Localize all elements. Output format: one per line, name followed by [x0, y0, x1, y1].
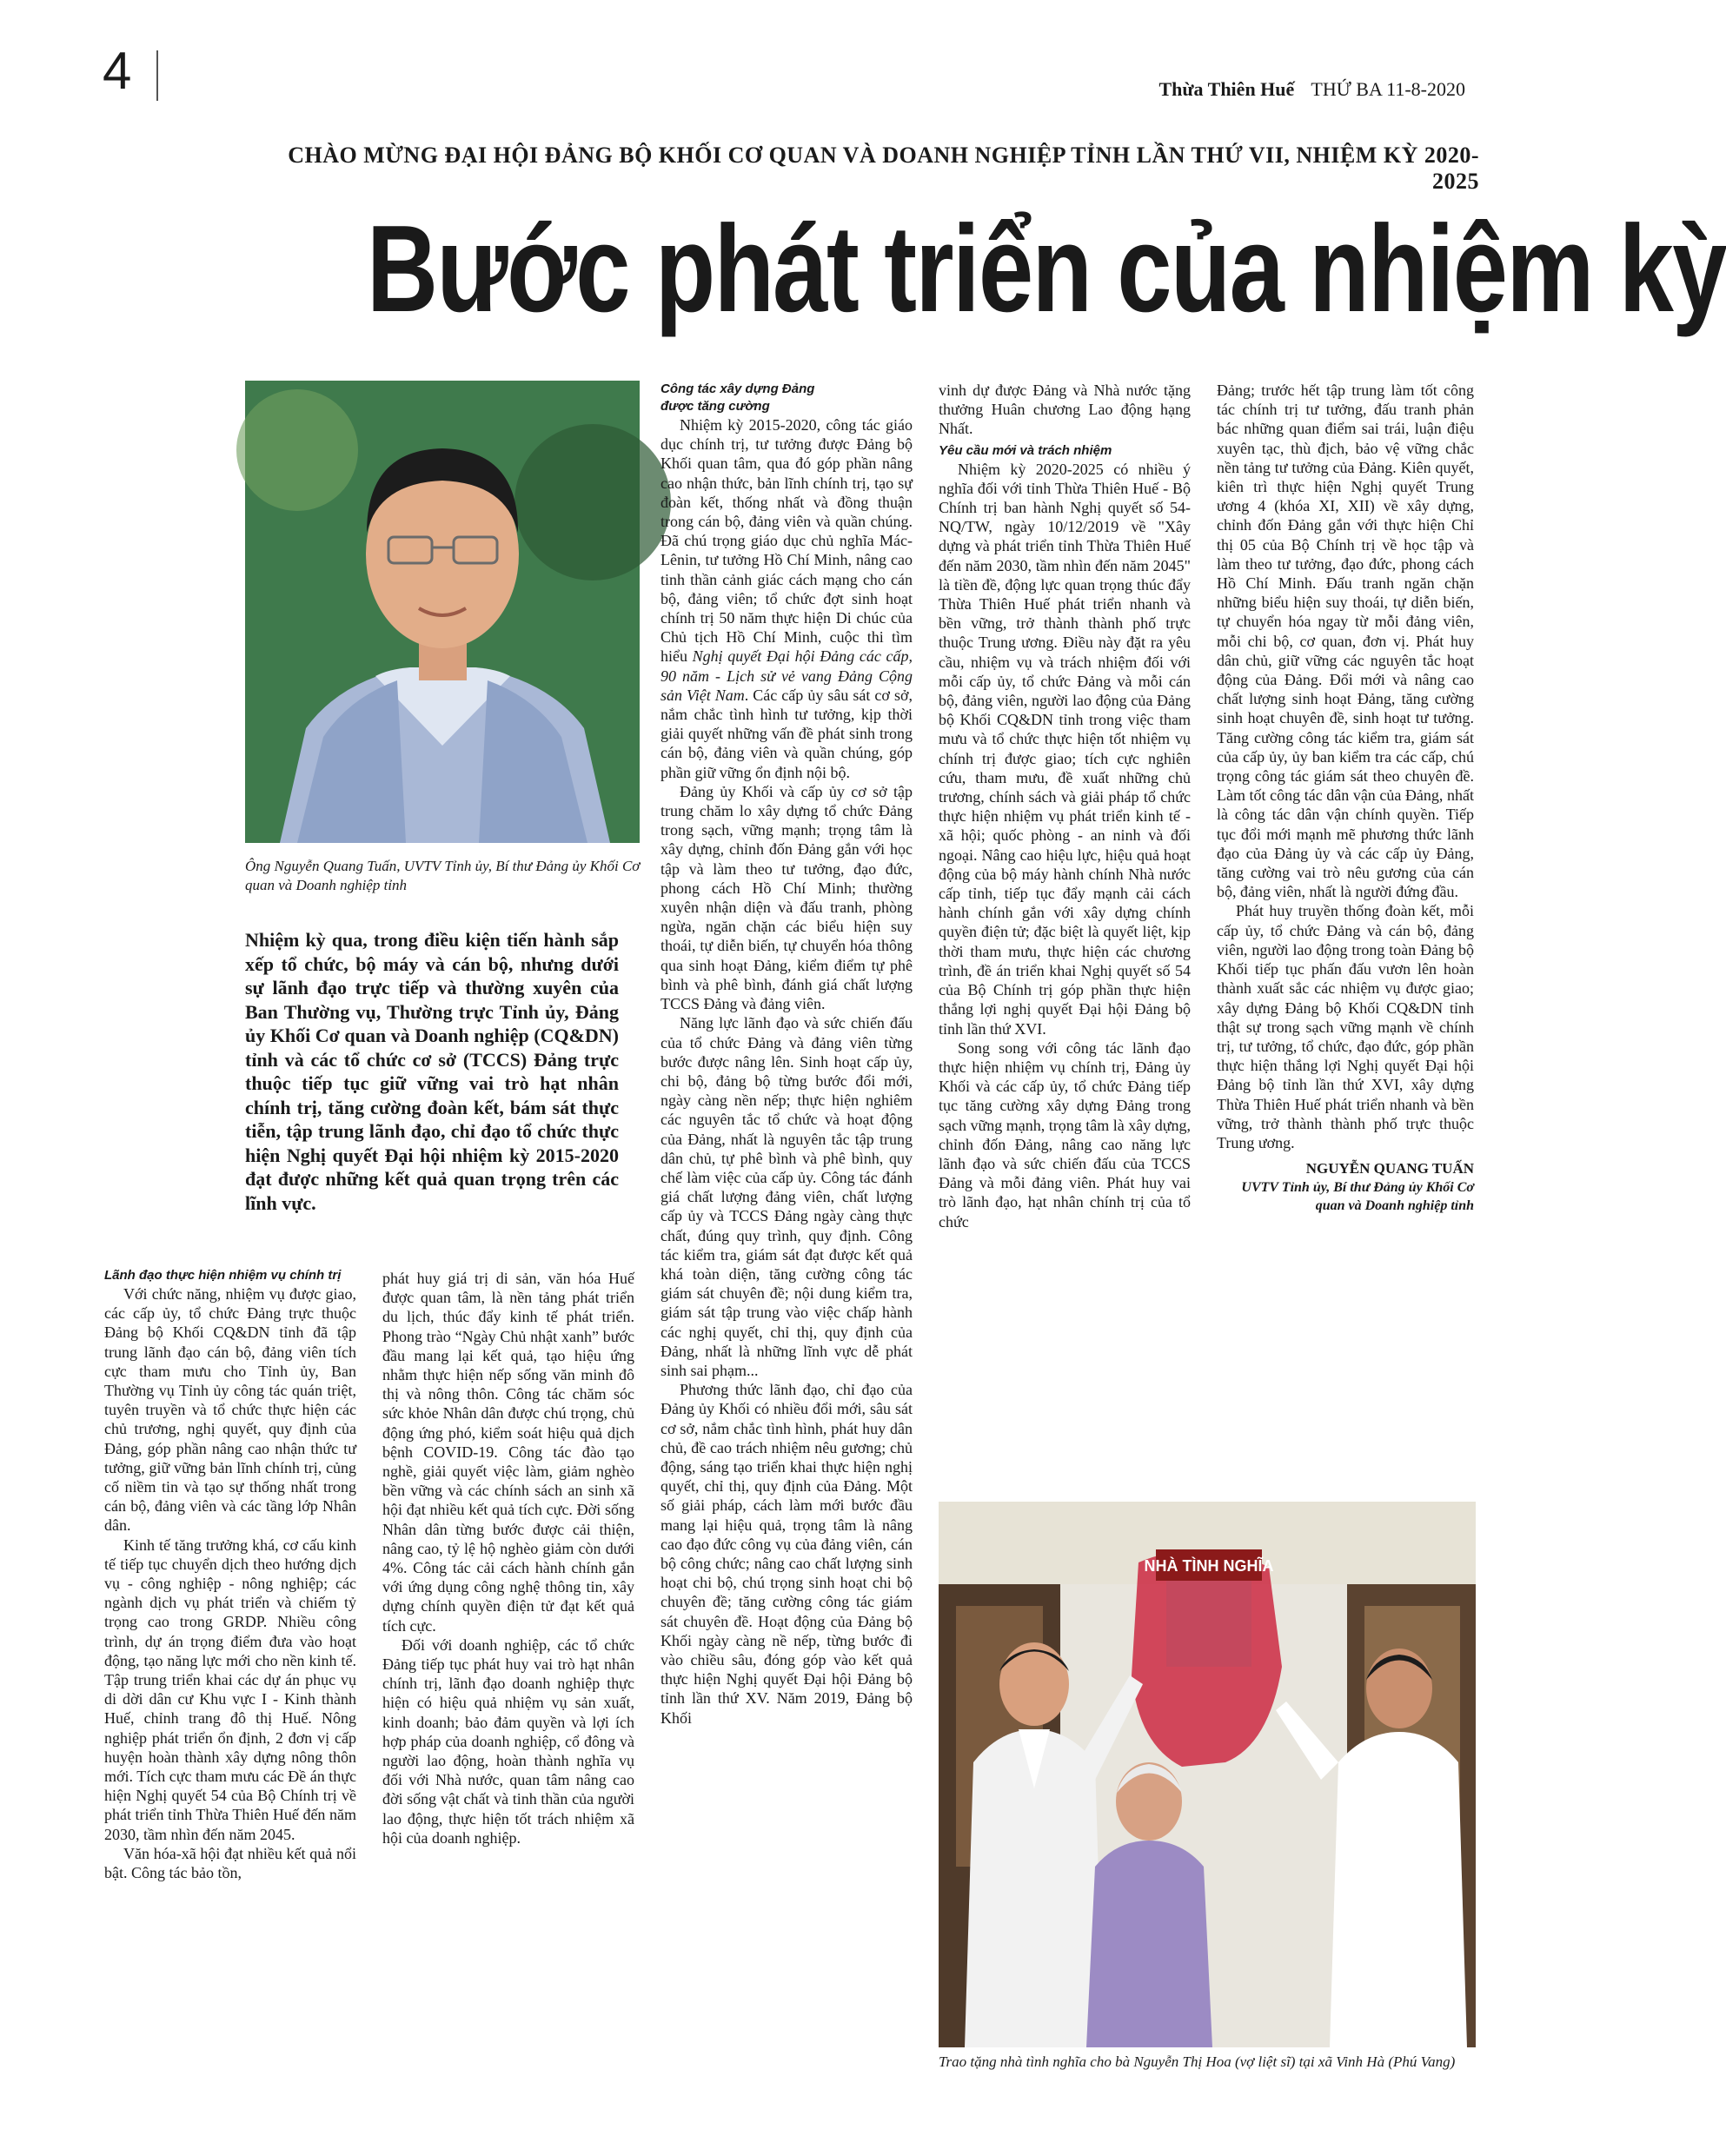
paragraph: Năng lực lãnh đạo và sức chiến đấu của tổ chức Đảng và đảng viên từng bước được nâng lên. Sinh hoạt cấp ủy, chi bộ, đảng bộ từng bước đổi mới, ngày càng nền nếp; thực hiện nghiêm các nguyên tắc tổ chức và hoạt động của Đảng, nhất là nguyên tắc tập trung dân chủ, tự phê bình và phê bình, quy chế làm việc của cấp ủy. Công tác đánh giá chất lượng đảng viên, chất lượng cấp ủy và TCCS Đảng ngày càng thực chất, đúng quy trình, quy định. Công tác kiểm tra, giám sát đạt được kết quả khá toàn diện, tăng cường công tác giám sát chuyên đề; nội dung kiểm tra, giám sát tập trung vào việc chấp hành các nghị quyết, chỉ thị, quy định của Đảng, nhất là những lĩnh vực dễ phát sinh sai phạm...: [661, 1014, 913, 1379]
paragraph: Phát huy truyền thống đoàn kết, mỗi cấp ủy, tổ chức Đảng và cán bộ, đảng viên, người lao động trong toàn Đảng bộ Khối tiếp tục phấn đấu vươn lên hoàn thành xuất sắc các nhiệm vụ được giao; xây dựng Đảng bộ Khối CQ&DN tỉnh thật sự trong sạch vững mạnh về chính trị, tư tưởng, tổ chức, đạo đức, góp phần thực hiện thắng lợi Nghị quyết Đại hội Đảng bộ tỉnh lần thứ XVI, xây dựng Thừa Thiên Huế phát triển nhanh và bền vững, trở thành thành phố trực thuộc Trung ương.: [1217, 902, 1474, 1151]
ceremony-photo: [939, 1502, 1476, 2047]
column-4: [939, 381, 1191, 1231]
paragraph: Với chức năng, nhiệm vụ được giao, các cấp ủy, tổ chức Đảng trực thuộc Đảng bộ Khối CQ&DN tỉnh đã tập trung lãnh đạo cán bộ, đảng viên tích cực tham mưu cho Tỉnh ủy, Ban Thường vụ Tỉnh ủy công tác quán triệt, tuyên truyền và tổ chức thực hiện các chủ trương, nghị quyết, quy định của Đảng, góp phần nâng cao nhận thức tư tưởng, giữ vững bản lĩnh chính trị, củng cố niềm tin và tạo sự thống nhất trong cán bộ, đảng viên và các tầng lớp Nhân dân.: [104, 1285, 356, 1535]
column-3: [661, 381, 913, 1728]
subhead-political-tasks: Lãnh đạo thực hiện nhiệm vụ chính trị: [104, 1268, 342, 1283]
italic-title: Nghị quyết Đại hội Đảng các cấp, 90 năm - Lịch sử vẻ vang Đảng Cộng sản Việt Nam: [661, 647, 913, 704]
byline-role: UVTV Tỉnh ủy, Bí thư Đảng ủy Khối Cơ quan và Doanh nghiệp tỉnh: [1241, 1180, 1474, 1214]
paragraph: Đối với doanh nghiệp, các tổ chức Đảng tiếp tục phát huy vai trò hạt nhân chính trị, lãnh đạo doanh nghiệp thực hiện có hiệu quả nhiệm vụ sản xuất, kinh doanh; bảo đảm quyền và lợi ích hợp pháp của doanh nghiệp, cổ đông và người lao động, hoàn thành nghĩa vụ đối với Nhà nước, quan tâm nâng cao đời sống vật chất và tinh thần của người lao động, thực hiện tốt trách nhiệm xã hội của doanh nghiệp.: [382, 1635, 634, 1847]
paragraph: Đảng; trước hết tập trung làm tốt công tác chính trị tư tưởng, đấu tranh phản bác những quan điểm sai trái, luận điệu xuyên tạc, thù địch, bảo vệ vững chắc nền tảng tư tưởng của Đảng. Kiên quyết, kiên trì thực hiện Nghị quyết Trung ương 4 (khóa XI, XII) về xây dựng, chỉnh đốn Đảng gắn với thực hiện Chỉ thị 05 của Bộ Chính trị về học tập và làm theo tư tưởng, đạo đức, phong cách Hồ Chí Minh. Đấu tranh ngăn chặn những biểu hiện suy thoái, tự diễn biến, tự chuyển hóa ngay từ mỗi đảng viên, mỗi chi bộ, cơ quan, đơn vị. Phát huy dân chủ, giữ vững các nguyên tắc hoạt động của Đảng. Đổi mới và nâng cao chất lượng sinh hoạt Đảng, tăng cường sinh hoạt chuyên đề, sinh hoạt tư tưởng. Tăng cường công tác kiểm tra, giám sát của cấp ủy, ủy ban kiểm tra các cấp, chú trọng công tác giám sát theo chuyên đề. Làm tốt công tác dân vận của Đảng, nhất là công tác dân vận chính quyền. Tiếp tục đổi mới mạnh mẽ phương thức lãnh đạo của Đảng ủy và các cấp ủy Đảng, tăng cường vai trò nêu gương của cán bộ, đảng viên, nhất là người đứng đầu.: [1217, 381, 1474, 901]
paragraph: phát huy giá trị di sản, văn hóa Huế được quan tâm, là nền tảng phát triển du lịch, thúc đẩy kinh tế phát triển. Phong trào “Ngày Chủ nhật xanh” bước đầu mang lại kết quả, tạo hiệu ứng nhằm thực hiện nếp sống văn minh đô thị và nông thôn. Công tác chăm sóc sức khỏe Nhân dân được chú trọng, chủ động ứng phó, kiểm soát hiệu quả dịch bệnh COVID-19. Công tác đào tạo nghề, giải quyết việc làm, giảm nghèo bền vững và các chính sách an sinh xã hội đạt nhiều kết quả tích cực. Đời sống Nhân dân từng bước được cải thiện, nâng cao, tỷ lệ hộ nghèo giảm còn dưới 4%. Công tác cải cách hành chính gắn với ứng dụng công nghệ thông tin, xây dựng chính quyền điện tử đạt kết quả tích cực.: [382, 1270, 634, 1635]
column-2: [382, 1269, 634, 1848]
paragraph: Kinh tế tăng trưởng khá, cơ cấu kinh tế tiếp tục chuyển dịch theo hướng dịch vụ - công nghiệp - nông nghiệp; các ngành dịch vụ phát triển và chiếm tỷ trọng cao trong GRDP. Nhiều công trình, dự án trọng điểm đưa vào hoạt động, tạo năng lực mới cho nền kinh tế. Tập trung triển khai các dự án phục vụ di dời dân cư Khu vực I - Kinh thành Huế, chỉnh trang đô thị Huế. Nông nghiệp phát triển ổn định, 2 đơn vị cấp huyện hoàn thành xây dựng nông thôn mới. Tích cực tham mưu các Đề án thực hiện Nghị quyết 54 của Bộ Chính trị về phát triển tỉnh Thừa Thiên Huế đến năm 2030, tầm nhìn đến năm 2045.: [104, 1536, 356, 1843]
paragraph: Song song với công tác lãnh đạo thực hiện nhiệm vụ chính trị, Đảng ủy Khối và các cấp ủy, tổ chức Đảng tiếp tục tăng cường xây dựng Đảng trong sạch vững mạnh, trọng tâm là xây dựng, chỉnh đốn Đảng, nâng cao năng lực lãnh đạo và sức chiến đấu của TCCS Đảng và mỗi đảng viên. Phát huy vai trò lãnh đạo, hạt nhân chính trị của tổ chức: [939, 1038, 1191, 1231]
subhead-line: được tăng cường: [661, 399, 770, 414]
paragraph: Phương thức lãnh đạo, chỉ đạo của Đảng ủy Khối có nhiều đổi mới, sâu sát cơ sở, nắm chắc tình hình, phát huy dân chủ, đề cao trách nhiệm nêu gương; chủ động, sáng tạo triển khai thực hiện nghị quyết, chỉ thị, quy định của Đảng. Một số giải pháp, cách làm mới bước đầu mang lại hiệu quả, trọng tâm là nâng cao đạo đức công vụ của đảng viên, cán bộ công chức; nâng cao chất lượng sinh hoạt chi bộ, chú trọng sinh hoạt chi bộ chuyên đề; tăng cường công tác giám sát chuyên đề. Hoạt động của Đảng bộ Khối ngày càng nề nếp, từng bước đi vào chiều sâu, đóng góp vào kết quả thực hiện Nghị quyết Đại hội Đảng bộ tỉnh lần thứ XV. Năm 2019, Đảng bộ Khối: [661, 1381, 913, 1727]
paper-name: Thừa Thiên Huế: [1158, 78, 1295, 100]
subhead-line: Công tác xây dựng Đảng: [661, 381, 815, 396]
paragraph: vinh dự được Đảng và Nhà nước tặng thưởng Huân chương Lao động hạng Nhất.: [939, 381, 1191, 438]
header-divider: [156, 50, 158, 101]
portrait-photo: [245, 381, 640, 843]
paragraph: Đảng ủy Khối và cấp ủy cơ sở tập trung chăm lo xây dựng tổ chức Đảng trong sạch, vững mạnh; trọng tâm là xây dựng, chỉnh đốn Đảng gắn với học tập và làm theo tư tưởng, đạo đức, phong cách Hồ Chí Minh; thường xuyên nhận diện và đấu tranh, phòng ngừa, ngăn chặn các biểu hiện suy thoái, tự diễn biến, tự chuyển hóa thông qua sinh hoạt Đảng, kiểm điểm tự phê bình và phê bình, đánh giá chất lượng TCCS Đảng và đảng viên.: [661, 782, 913, 1013]
portrait-caption: Ông Nguyễn Quang Tuấn, UVTV Tỉnh ủy, Bí thư Đảng ủy Khối Cơ quan và Doanh nghiệp tỉnh: [245, 858, 641, 893]
plaque-title: NHÀ TÌNH NGHĨA: [1144, 1557, 1274, 1575]
paragraph: Văn hóa-xã hội đạt nhiều kết quả nổi bật. Công tác bảo tồn,: [104, 1844, 356, 1882]
lede: Nhiệm kỳ qua, trong điều kiện tiến hành sắp xếp tổ chức, bộ máy và cán bộ, nhưng dưới sự lãnh đạo trực tiếp và thường xuyên của Ban Thường vụ, Thường trực Tỉnh ủy, Đảng ủy Khối Cơ quan và Doanh nghiệp (CQ&DN) tỉnh và các tổ chức cơ sở (TCCS) Đảng trực thuộc tiếp tục giữ vững vai trò hạt nhân chính trị, tăng cường đoàn kết, bám sát thực tiễn, tập trung lãnh đạo, chỉ đạo tổ chức thực hiện Nghị quyết Đại hội nhiệm kỳ 2015-2020 đạt được những kết quả quan trọng trên các lĩnh vực.: [245, 929, 619, 1214]
paragraph: Nhiệm kỳ 2020-2025 có nhiều ý nghĩa đối với tỉnh Thừa Thiên Huế - Bộ Chính trị ban hành Nghị quyết số 54-NQ/TW, ngày 10/12/2019 về "Xây dựng và phát triển tỉnh Thừa Thiên Huế đến năm 2030, tầm nhìn đến năm 2045" là tiền đề, động lực quan trọng thúc đẩy Thừa Thiên Huế phát triển nhanh và bền vững, trở thành thành phố trực thuộc Trung ương. Điều này đặt ra yêu cầu, nhiệm vụ và trách nhiệm đối với mỗi cấp ủy, tổ chức Đảng và mỗi cán bộ, đảng viên, người lao động của Đảng bộ Khối CQ&DN tỉnh trong việc tham mưu và tổ chức thực hiện tốt nhiệm vụ chính trị được giao; tích cực nghiên cứu, tham mưu, đề xuất những chủ trương, chính sách và giải pháp tổ chức thực hiện nhiệm vụ phát triển kinh tế - xã hội; quốc phòng - an ninh và đối ngoại. Nâng cao hiệu lực, hiệu quả hoạt động của bộ máy hành chính Nhà nước cấp tỉnh, tiếp tục đẩy mạnh cải cách hành chính gắn với xây dựng chính quyền điện tử; đặc biệt là quyết liệt, kịp thời tham mưu, thực hiện các chương trình, đề án triển khai Nghị quyết số 54 của Bộ Chính trị góp phần thực hiện thắng lợi nghị quyết Đại hội Đảng bộ tỉnh lần thứ XVI.: [939, 460, 1191, 1038]
headline: Bước phát triển của nhiệm kỳ: [367, 200, 1726, 338]
ceremony-illustration: [939, 1502, 1476, 2047]
text-run: . Các cấp ủy sâu sát cơ sở, nắm chắc tình hình tư tưởng, kịp thời giải quyết những vấn đề phát sinh trong cán bộ, đảng viên và quần chúng, góp phần giữ vững ổn định nội bộ.: [661, 686, 913, 781]
paragraph: [661, 415, 913, 782]
kicker: CHÀO MỪNG ĐẠI HỘI ĐẢNG BỘ KHỐI CƠ QUAN VÀ DOANH NGHIỆP TỈNH LẦN THỨ VII, NHIỆM KỲ 2020-2025: [288, 143, 1479, 194]
text-run: Nhiệm kỳ 2015-2020, công tác giáo dục chính trị, tư tưởng được Đảng bộ Khối quan tâm, qua đó góp phần nâng cao nhận thức, bản lĩnh chính trị, tạo sự đoàn kết, thống nhất và đồng thuận trong cán bộ, đảng viên và quần chúng. Đã chú trọng giáo dục chủ nghĩa Mác-Lênin, tư tưởng Hồ Chí Minh, nâng cao tinh thần cảnh giác cách mạng cho cán bộ, đảng viên; tổ chức đợt sinh hoạt chính trị 50 năm thực hiện Di chúc của Chủ tịch Hồ Chí Minh, cuộc thi tìm hiểu: [661, 416, 913, 666]
column-1: [104, 1267, 356, 1882]
page-number: 4: [103, 42, 132, 100]
masthead: [1158, 78, 1465, 101]
ceremony-caption: Trao tặng nhà tình nghĩa cho bà Nguyễn Thị Hoa (vợ liệt sĩ) tại xã Vinh Hà (Phú Vang): [939, 2053, 1456, 2070]
column-5: [1217, 381, 1474, 1215]
portrait-illustration: [245, 381, 640, 843]
issue-date: THỨ BA 11-8-2020: [1311, 78, 1465, 100]
byline-name: NGUYỄN QUANG TUẤN: [1305, 1160, 1474, 1178]
subhead-party-building: [661, 381, 913, 415]
subhead-new-requirements: Yêu cầu mới và trách nhiệm: [939, 442, 1112, 458]
